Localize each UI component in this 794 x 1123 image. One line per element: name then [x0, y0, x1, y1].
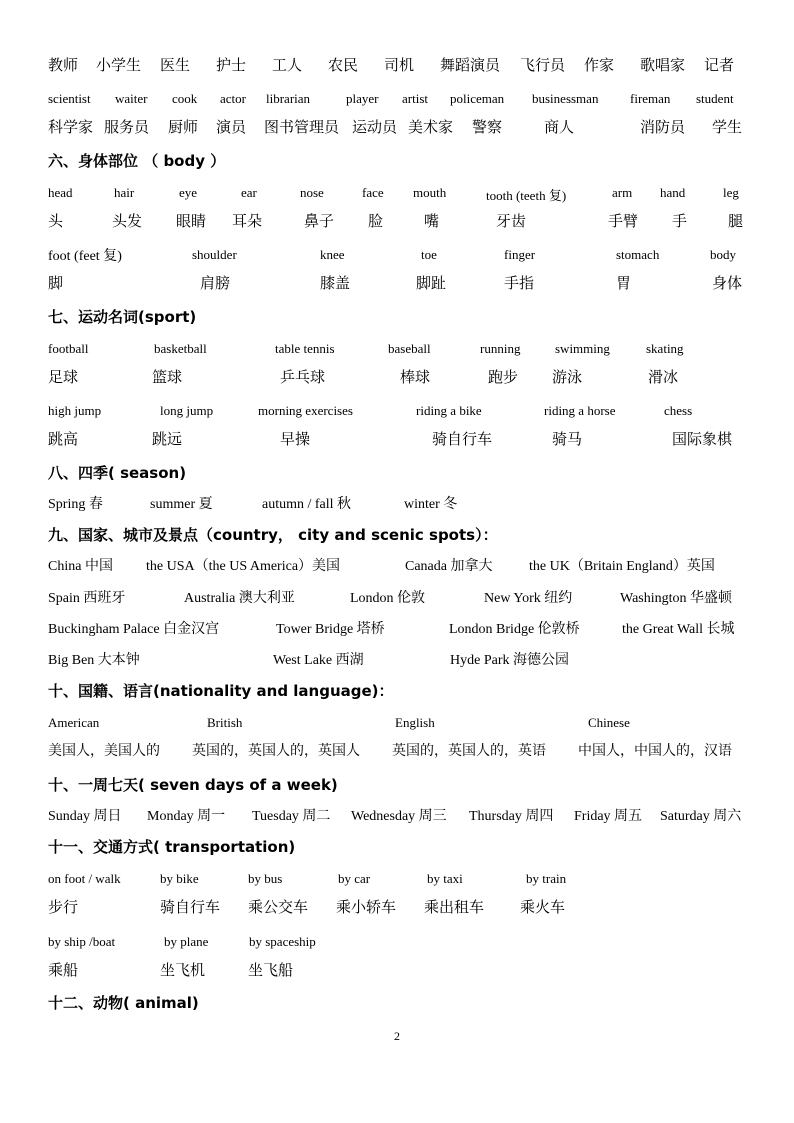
word: 英国的，英国人的，英语: [392, 743, 546, 759]
word: riding a horse: [544, 403, 616, 418]
word: 医生: [160, 56, 191, 74]
word: mouth: [413, 185, 447, 200]
word: London Bridge 伦敦桥: [449, 622, 580, 637]
word: by taxi: [427, 871, 463, 886]
sport-zh-row-2: [0, 426, 794, 452]
word: Chinese: [588, 715, 630, 730]
word: 国际象棋: [672, 430, 733, 448]
word: toe: [421, 247, 437, 262]
word: 消防员: [640, 118, 686, 136]
country-row-3: [0, 615, 794, 641]
word: summer 夏: [150, 497, 213, 512]
word: 坐飞船: [248, 961, 294, 979]
word: 乘火车: [520, 898, 566, 916]
word: 跳高: [48, 430, 79, 448]
word: hand: [660, 185, 686, 200]
word: 图书管理员: [264, 118, 340, 136]
word: 身体: [712, 274, 743, 292]
word: 演员: [216, 118, 247, 136]
section-heading-nationality: 十、国籍、语言(nationality and language)：: [48, 682, 394, 700]
word: artist: [402, 91, 428, 106]
word: Washington 华盛顿: [620, 591, 733, 606]
nationality-zh-row: [0, 738, 794, 764]
word: 脸: [368, 212, 384, 230]
word: Big Ben 大本钟: [48, 653, 140, 668]
word: 鼻子: [304, 212, 335, 230]
word: Wednesday 周三: [351, 809, 447, 824]
word: 滑冰: [648, 368, 679, 386]
section-heading-week: 十、一周七天( seven days of a week): [48, 776, 338, 794]
word: swimming: [555, 341, 610, 356]
occupations-zh-row-2: [0, 114, 794, 140]
body-zh-row-1: [0, 208, 794, 234]
word: 骑自行车: [432, 430, 493, 448]
word: baseball: [388, 341, 431, 356]
word: 游泳: [552, 368, 583, 386]
word: by bus: [248, 871, 283, 886]
word: 脚: [48, 274, 64, 292]
word: 记者: [704, 56, 735, 74]
section-heading-animal: 十二、动物( animal): [48, 994, 199, 1012]
body-en-row-2: [0, 242, 794, 268]
word: leg: [723, 185, 739, 200]
word: 手: [672, 212, 688, 230]
word: player: [346, 91, 379, 106]
word: 飞行员: [520, 56, 566, 74]
week-row: [0, 802, 794, 828]
transport-zh-row-1: [0, 894, 794, 920]
word: face: [362, 185, 384, 200]
word: stomach: [616, 247, 660, 262]
country-row-2: [0, 584, 794, 610]
word: 胃: [616, 274, 632, 292]
word: English: [395, 715, 435, 730]
word: 护士: [216, 56, 247, 74]
word: 手指: [504, 274, 535, 292]
word: scientist: [48, 91, 91, 106]
word: by train: [526, 871, 567, 886]
word: nose: [300, 185, 324, 200]
word: 学生: [712, 118, 743, 136]
word: New York 纽约: [484, 591, 573, 606]
word: 棒球: [400, 368, 431, 386]
word: chess: [664, 403, 693, 418]
word: 小学生: [96, 56, 142, 74]
word: 足球: [48, 368, 79, 386]
word: skating: [646, 341, 684, 356]
section-heading-transportation: 十一、交通方式( transportation): [48, 838, 296, 856]
word: Tuesday 周二: [252, 809, 331, 824]
word: China 中国: [48, 559, 113, 574]
transport-en-row-2: [0, 929, 794, 955]
word: 嘴: [424, 212, 440, 230]
word: 骑自行车: [160, 898, 221, 916]
nationality-en-row: [0, 710, 794, 736]
word: 服务员: [104, 118, 150, 136]
word: 运动员: [352, 118, 398, 136]
country-row-1: [0, 552, 794, 578]
word: 牙齿: [496, 212, 527, 230]
word: by bike: [160, 871, 199, 886]
word: eye: [179, 185, 198, 200]
word: 肩膀: [200, 274, 231, 292]
section-heading-season: 八、四季( season): [48, 464, 187, 482]
sport-en-row-2: [0, 398, 794, 424]
word: 美术家: [408, 118, 454, 136]
word: British: [207, 715, 243, 730]
word: 腿: [728, 212, 744, 230]
word: fireman: [630, 91, 671, 106]
word: the Great Wall 长城: [622, 622, 735, 637]
word: Tower Bridge 塔桥: [276, 622, 385, 637]
sport-en-row-1: [0, 336, 794, 362]
word: waiter: [115, 91, 148, 106]
occupations-en-row-2: [0, 86, 794, 112]
word: 膝盖: [320, 274, 351, 292]
word: basketball: [154, 341, 207, 356]
word: West Lake 西湖: [273, 653, 364, 668]
section-heading-country: 九、国家、城市及景点（country， city and scenic spots）：: [48, 526, 498, 544]
word: 舞蹈演员: [440, 56, 501, 74]
word: 美国人，美国人的: [48, 743, 160, 759]
word: morning exercises: [258, 403, 353, 418]
transport-zh-row-2: [0, 957, 794, 983]
word: 乘小轿车: [336, 898, 397, 916]
word: 乒乓球: [280, 368, 326, 386]
word: Australia 澳大利亚: [184, 591, 295, 606]
page-number: 2: [394, 1029, 400, 1043]
word: head: [48, 185, 73, 200]
word: 科学家: [48, 118, 94, 136]
word: Thursday 周四: [469, 809, 554, 824]
word: running: [480, 341, 521, 356]
word: 中国人，中国人的，汉语: [578, 743, 732, 759]
word: Saturday 周六: [660, 809, 742, 824]
word: 头: [48, 212, 64, 230]
word: 乘出租车: [424, 898, 485, 916]
word: football: [48, 341, 89, 356]
word: 篮球: [152, 368, 183, 386]
word: by ship /boat: [48, 934, 116, 949]
word: actor: [220, 91, 246, 106]
word: 坐飞机: [160, 961, 206, 979]
word: riding a bike: [416, 403, 482, 418]
word: 眼睛: [176, 212, 207, 230]
word: 耳朵: [232, 212, 263, 230]
word: hair: [114, 185, 135, 200]
word: 乘公交车: [248, 898, 309, 916]
section-heading-body: 六、身体部位 （ body ）: [48, 152, 226, 170]
word: finger: [504, 247, 536, 262]
word: ear: [241, 185, 257, 200]
word: winter 冬: [404, 497, 458, 512]
word: 警察: [472, 118, 503, 136]
word: 步行: [48, 898, 79, 916]
word: 脚趾: [416, 274, 447, 292]
word: knee: [320, 247, 345, 262]
word: arm: [612, 185, 633, 200]
word: 农民: [328, 56, 359, 74]
word: Sunday 周日: [48, 809, 122, 824]
word: high jump: [48, 403, 102, 418]
word: table tennis: [275, 341, 335, 356]
word: Monday 周一: [147, 809, 226, 824]
word: London 伦敦: [350, 591, 426, 606]
occupations-zh-row-1: [0, 52, 794, 78]
word: 歌唱家: [640, 56, 686, 74]
word: Buckingham Palace 白金汉宫: [48, 622, 220, 637]
word: 教师: [48, 56, 79, 74]
country-row-4: [0, 646, 794, 672]
body-zh-row-2: [0, 270, 794, 296]
word: long jump: [160, 403, 214, 418]
word: 商人: [544, 118, 575, 136]
word: student: [696, 91, 734, 106]
word: autumn / fall 秋: [262, 497, 352, 512]
word: Friday 周五: [574, 809, 643, 824]
word: businessman: [532, 91, 599, 106]
word: by spaceship: [249, 934, 316, 949]
body-en-row-1: [0, 180, 794, 206]
word: 英国的，英国人的，英国人: [192, 743, 360, 759]
word: 手臂: [608, 212, 639, 230]
word: Hyde Park 海德公园: [450, 653, 569, 668]
word: on foot / walk: [48, 871, 121, 886]
word: foot (feet 复): [48, 249, 122, 264]
season-row: [0, 490, 794, 516]
word: the USA（the US America）美国: [146, 559, 341, 574]
word: the UK（Britain England）英国: [529, 559, 715, 574]
word: body: [710, 247, 736, 262]
word: cook: [172, 91, 198, 106]
word: 跑步: [488, 368, 519, 386]
word: librarian: [266, 91, 311, 106]
word: 早操: [280, 430, 311, 448]
word: policeman: [450, 91, 505, 106]
sport-zh-row-1: [0, 364, 794, 390]
word: Spring 春: [48, 497, 103, 512]
word: tooth (teeth 复): [486, 188, 567, 203]
transport-en-row-1: [0, 866, 794, 892]
word: by plane: [164, 934, 209, 949]
section-heading-sport: 七、运动名词(sport): [48, 308, 197, 326]
word: 头发: [112, 212, 143, 230]
word: 骑马: [552, 430, 583, 448]
word: American: [48, 715, 100, 730]
word: Canada 加拿大: [405, 559, 493, 574]
word: 跳远: [152, 430, 183, 448]
word: 厨师: [168, 118, 199, 136]
word: 工人: [272, 56, 303, 74]
word: by car: [338, 871, 371, 886]
word: 司机: [384, 56, 415, 74]
word: 乘船: [48, 961, 79, 979]
word: Spain 西班牙: [48, 591, 126, 606]
word: 作家: [584, 56, 615, 74]
word: shoulder: [192, 247, 237, 262]
